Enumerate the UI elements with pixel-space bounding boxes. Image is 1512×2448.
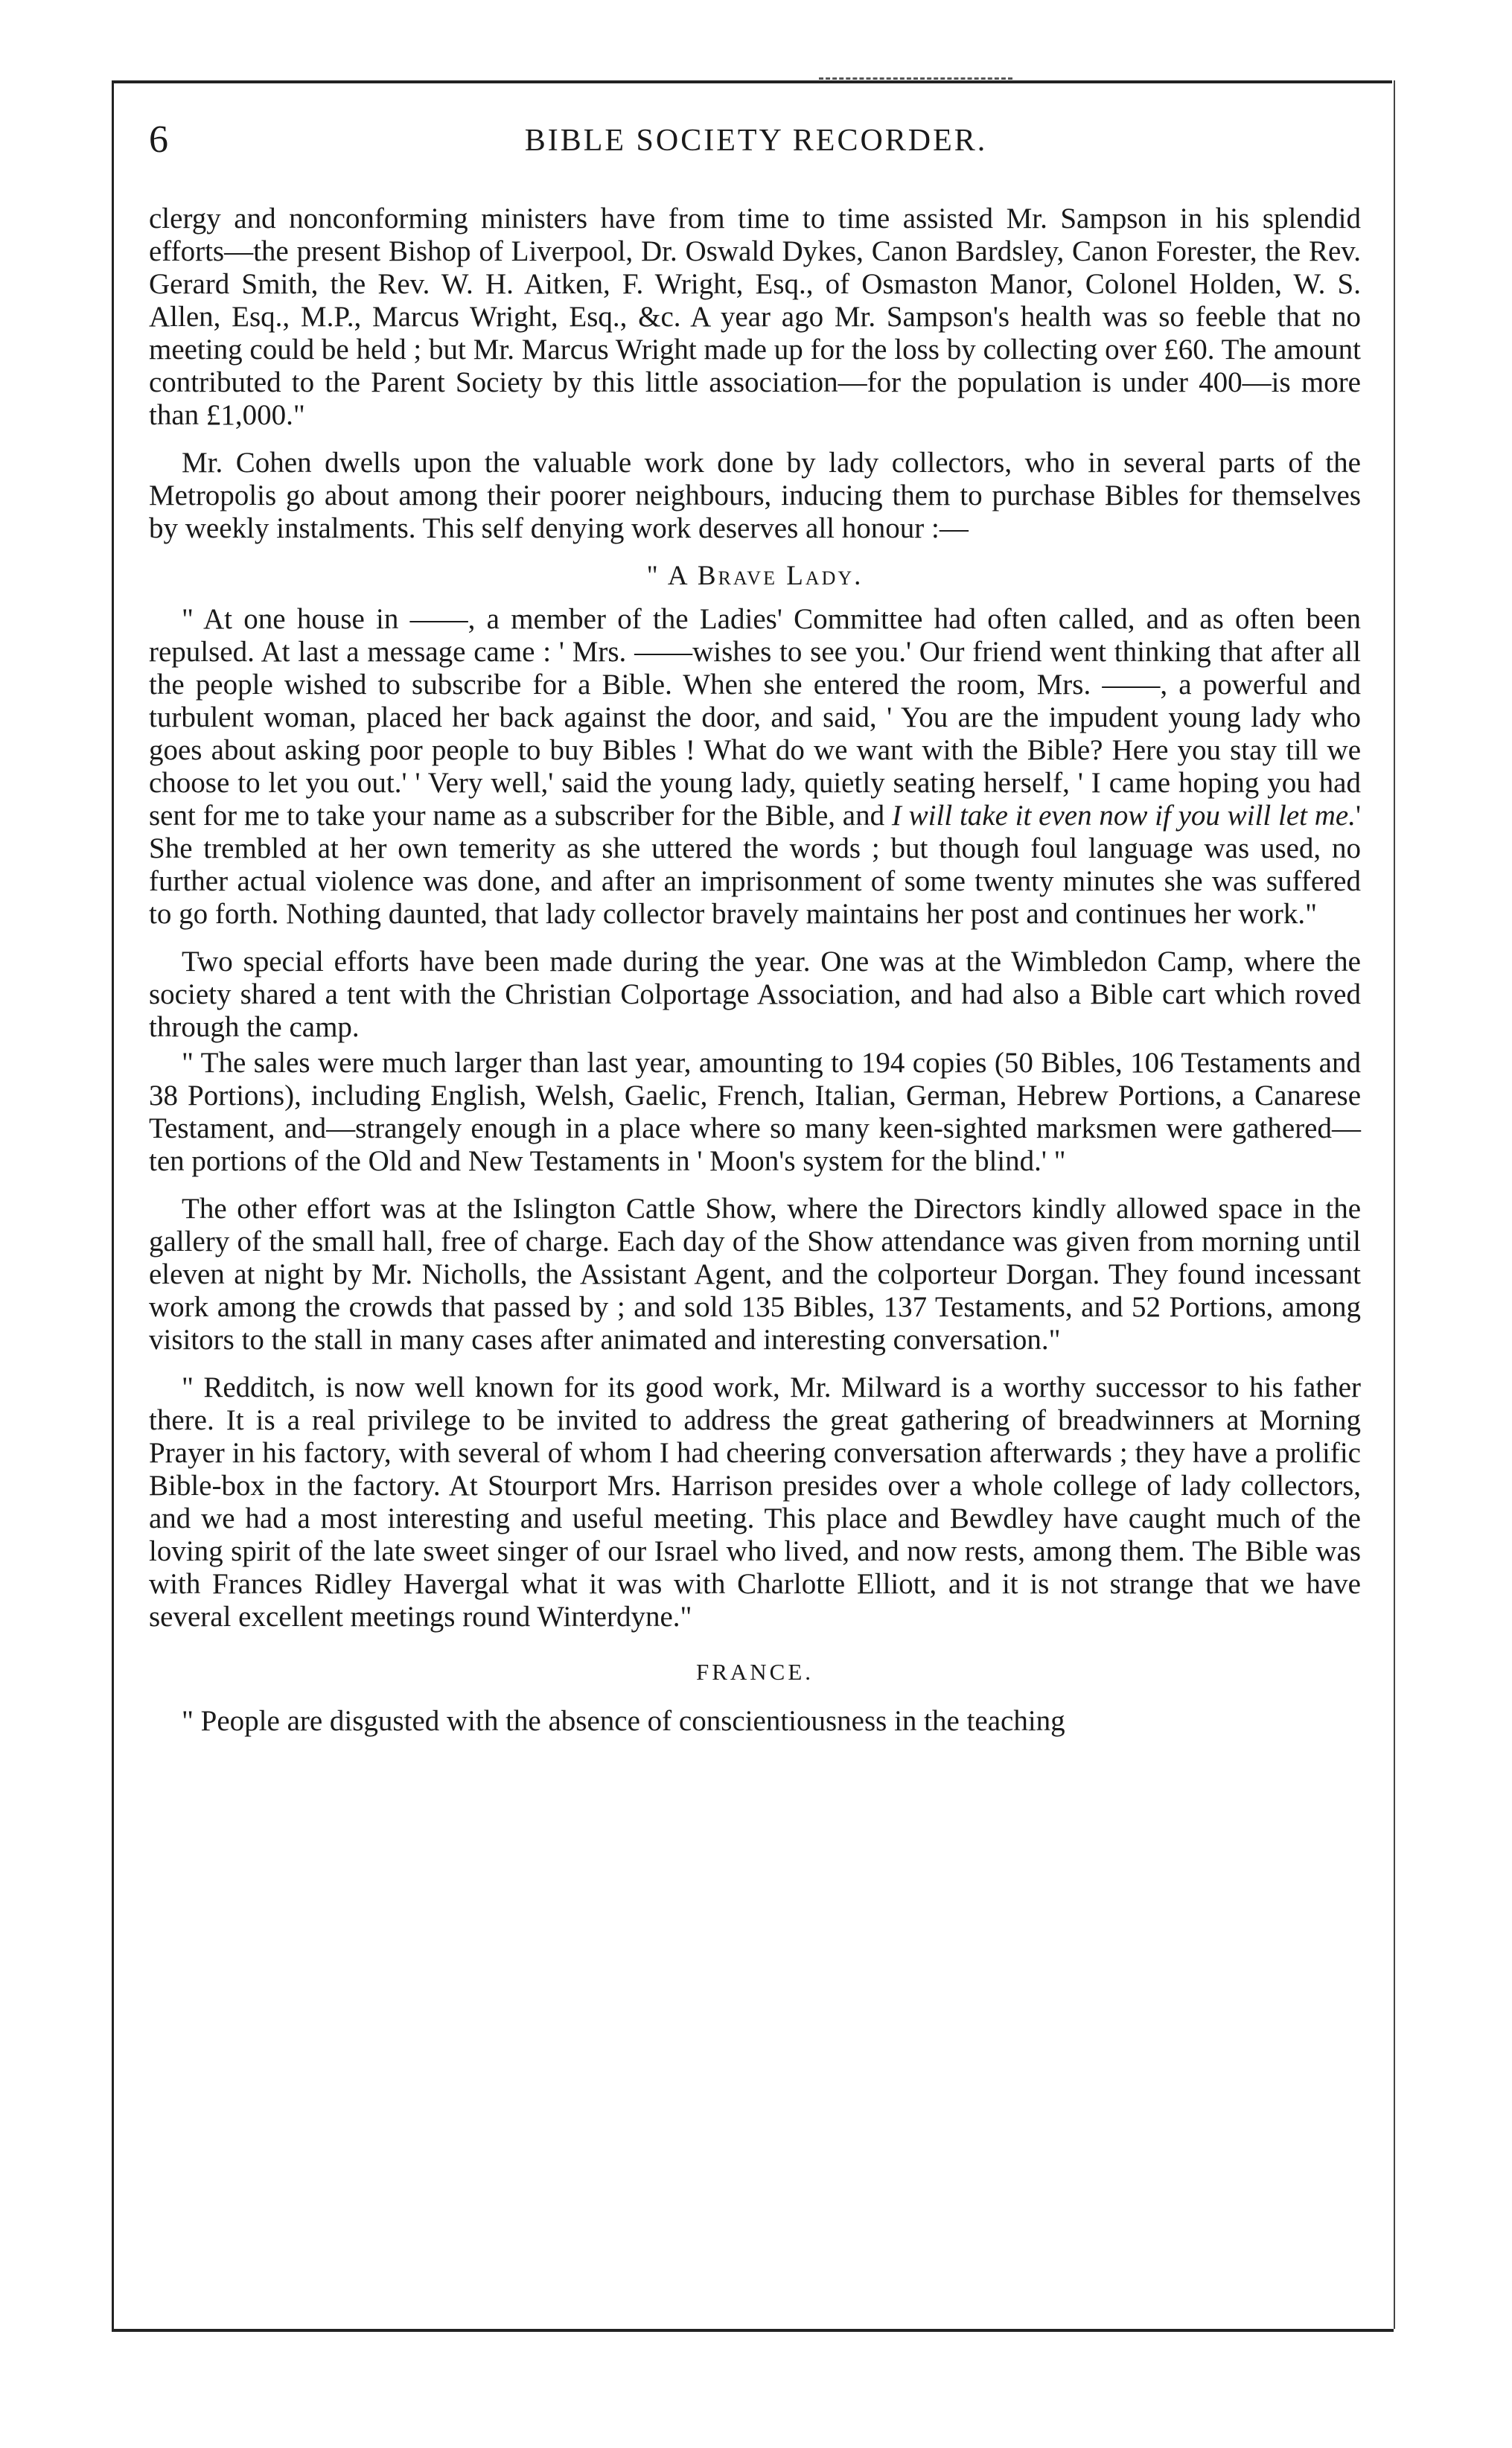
paragraph-continued: clergy and nonconforming ministers have from time to time assisted Mr. Sampson in his splendid efforts—the present Bishop of Liverpool, Dr. Oswald Dykes, Canon Bardsley, Canon Forester, the Rev. Gerard Smith, the Rev. W. H. Aitken, F. Wright, Esq., of Osmaston Manor, Colonel Holden, W. S. Allen, Esq., M.P., Marcus Wright, Esq., &c. A year ago Mr. Sampson's health was so feeble that no meeting could be held ; but Mr. Marcus Wright made up for the loss by collecting over £60. The amount contributed to the Parent Society by this little association—for the population is under 400—is more than £1,000."	[149, 203, 1361, 431]
paragraph-brave-lady	[149, 603, 1361, 931]
bottom-border-rule	[112, 2329, 1394, 2332]
body-text	[149, 203, 1361, 1753]
right-border-rule	[1394, 80, 1395, 2329]
top-border-dashes	[819, 77, 1012, 80]
subheading-brave-lady: " A Brave Lady.	[646, 561, 864, 591]
brave-lady-italic-quote: I will take it even now if you will let me.	[891, 800, 1356, 832]
paragraph-special-efforts: Two special efforts have been made during the year. One was at the Wimbledon Camp, where the society shared a tent with the Christian Colportage Association, and had also a Bible cart which roved through the camp.	[149, 946, 1361, 1043]
paragraph-lady-collectors: Mr. Cohen dwells upon the valuable work done by lady collectors, who in several parts of the Metropolis go about among their poorer neighbours, inducing them to purchase Bibles for themselves by weekly instalments. This self denying work deserves all honour :—	[149, 447, 1361, 544]
paragraph-wimbledon-sales: " The sales were much larger than last year, amounting to 194 copies (50 Bibles, 106 Testaments and 38 Portions), including English, Welsh, Gaelic, French, Italian, German, Hebrew Portions, a Canarese Testament, and—strangely enough in a place where so many keen-sighted marksmen were gathered—ten portions of the Old and New Testaments in ' Moon's system for the blind.' "	[149, 1047, 1361, 1177]
page-number: 6	[149, 118, 168, 161]
paragraph-islington-show: The other effort was at the Islington Cattle Show, where the Directors kindly allowed space in the gallery of the small hall, free of charge. Each day of the Show attendance was given from morning until eleven at night by Mr. Nicholls, the Assistant Agent, and the colporteur Dorgan. They found incessant work among the crowds that passed by ; and sold 135 Bibles, 137 Testaments, and 52 Portions, among visitors to the stall in many cases after animated and interesting conversation."	[149, 1193, 1361, 1356]
left-border-rule	[112, 80, 114, 2329]
running-title: BIBLE SOCIETY RECORDER.	[524, 124, 988, 158]
brave-lady-text-start: " At one house in ——, a member of the Ladies' Committee had often called, and as often been repulsed. At last a message came : ' Mrs. ——wishes to see you.' Our friend went thinking that after all the people wished to subscribe for a Bible. When she entered the room, Mrs. ——, a powerful and turbulent woman, placed her back against the door, and said, ' You are the impudent young lady who goes about asking poor people to buy Bibles ! What do we want with the Bible? Here you stay till we choose to let you out.' ' Very well,' said the young lady, quietly seating herself, ' I came hoping you had sent for me to take your name as a subscriber for the Bible, and	[149, 603, 1361, 832]
paragraph-redditch: " Redditch, is now well known for its good work, Mr. Milward is a worthy successor to his father there. It is a real privilege to be invited to address the great gathering of breadwinners at Morning Prayer in his factory, with several of whom I had cheering conversation afterwards ; they have a prolific Bible-box in the factory. At Stourport Mrs. Harrison presides over a whole college of lady collectors, and we had a most interesting and useful meeting. This place and Bewdley have caught much of the loving spirit of the late sweet singer of our Israel who lived, and now rests, among them. The Bible was with Frances Ridley Havergal what it was with Charlotte Elliott, and it is not strange that we have several excellent meetings round Winterdyne."	[149, 1371, 1361, 1633]
brave-lady-text-end: ' She trembled at her own temerity as she uttered the words ; but though foul language was used, no further actual violence was done, and after an imprisonment of some twenty minutes she was suffered to go forth. Nothing daunted, that lady collector bravely maintains her post and continues her work."	[149, 800, 1361, 930]
top-border-rule	[112, 80, 1392, 83]
paragraph-france: " People are disgusted with the absence of conscientiousness in the teaching	[182, 1705, 1065, 1737]
subheading-france: FRANCE.	[695, 1659, 814, 1685]
